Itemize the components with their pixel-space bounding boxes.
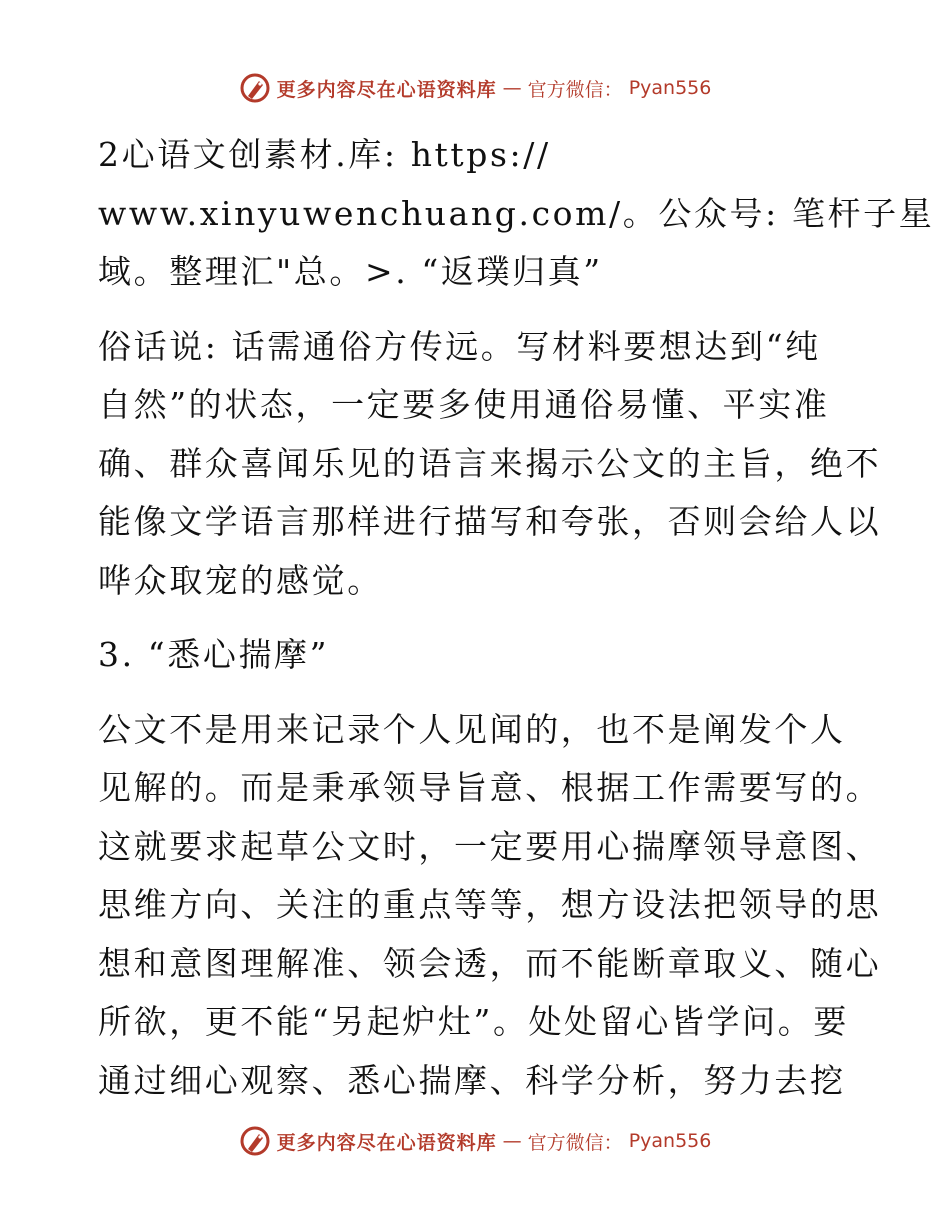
text-line: 所欲，更不能“另起炉灶”。处处留心皆学问。要: [98, 1002, 849, 1041]
text-line: 确、群众喜闻乐见的语言来揭示公文的主旨，绝不: [98, 443, 882, 483]
footer-wechat-label: 官方微信：: [527, 1131, 623, 1154]
text-line: 哗众取宠的感觉。: [98, 560, 383, 600]
footer-wechat-id: Pyan556: [628, 1130, 712, 1152]
paragraph-2: [98, 318, 882, 611]
header-wechat-label: 官方微信：: [527, 78, 623, 101]
header-banner-separator: —: [502, 77, 522, 99]
text-line: 3. “悉心揣摩”: [98, 635, 330, 674]
text-line: www.xinyuwenchuang.com/。公众号: 笔杆子星: [98, 193, 935, 233]
header-banner-text: 更多内容尽在心语资料库: [276, 78, 497, 101]
text-line: 通过细心观察、悉心揣摩、科学分析，努力去挖: [98, 1060, 846, 1100]
text-line: 能像文学语言那样进行描写和夸张，否则会给人以: [98, 502, 882, 541]
text-line: 2心语文创素材.库: https://: [98, 135, 551, 174]
paragraph-1: [98, 126, 935, 302]
text-line: 自然”的状态，一定要多使用通俗易懂、平实准: [98, 385, 830, 424]
text-line: 域。整理汇"总。>. “返璞归真”: [98, 252, 603, 291]
text-line: 公文不是用来记录个人见闻的，也不是阐发个人: [98, 709, 846, 749]
pen-nib-logo-icon: [239, 72, 271, 104]
paragraph-4: [98, 701, 882, 1111]
pen-nib-logo-icon: [239, 1125, 271, 1157]
header-banner: [0, 68, 950, 108]
text-line: 想和意图理解准、领会透，而不能断章取义、随心: [98, 943, 882, 983]
text-line: 这就要求起草公文时，一定要用心揣摩领导意图、: [98, 826, 882, 866]
text-line: 俗话说: 话需通俗方传远。写材料要想达到“纯: [98, 326, 821, 366]
text-line: 见解的。而是秉承领导旨意、根据工作需要写的。: [98, 768, 882, 807]
footer-banner-text: 更多内容尽在心语资料库: [276, 1131, 497, 1154]
document-body: [98, 126, 935, 1126]
header-wechat-id: Pyan556: [628, 77, 712, 99]
footer-banner-separator: —: [502, 1130, 522, 1152]
footer-banner: [0, 1121, 950, 1161]
section-heading-3: [98, 626, 858, 685]
text-line: 思维方向、关注的重点等等，想方设法把领导的思: [98, 885, 882, 924]
